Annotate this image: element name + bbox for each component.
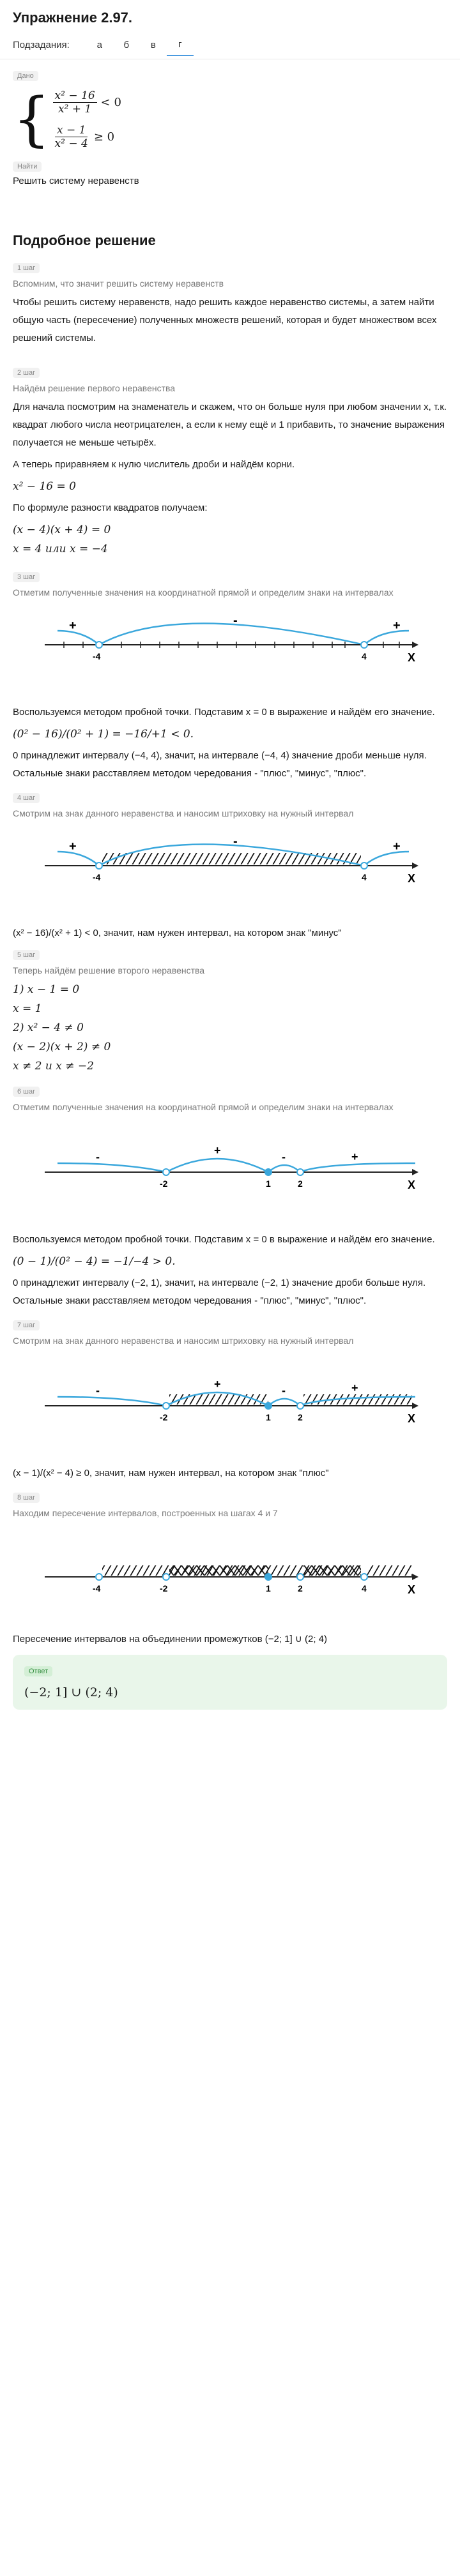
find-label: Найти [13,162,42,172]
step-title: Отметим полученные значения на координатной прямой и определим знаки на интервалах [13,1102,394,1112]
step-1 [13,262,447,347]
inequality-1 [53,85,121,119]
system-brace: { [13,85,50,153]
step-7 [13,1319,447,1482]
step-title: Смотрим на знак данного неравенства и наносим штриховку на нужный интервал [13,1336,354,1346]
answer-text: (−2; 1] ∪ (2; 4) [24,1685,118,1699]
step-title: Теперь найдём решение второго неравенства [13,965,205,975]
point-marker [96,862,102,869]
step-text: 0 принадлежит интервалу (−4, 4), значит, на интервале (−4, 4) значение дроби меньше нуля. Остальные знаки расставляем методом чередования - "плюс", "минус", "плюс". [13,750,427,779]
sign-label: - [96,1150,100,1163]
sign-label: - [282,1150,286,1163]
point-label: 2 [298,1583,303,1593]
sign-label: + [69,840,77,854]
axis-arrow [412,862,418,869]
subtasks-bar [13,31,447,59]
point-label: -2 [160,1583,168,1593]
tab-b[interactable]: б [123,39,130,50]
answer-label: Ответ [24,1666,52,1676]
axis-label: X [408,1179,416,1191]
point-marker [361,642,367,648]
sign-curve [99,624,364,645]
sign-label: + [351,1150,358,1163]
step-6 [13,1085,447,1310]
task-text: Решить систему неравенств [13,176,139,186]
step-text: А теперь приравняем к нулю числитель дроби и найдём корни. [13,459,295,470]
step-title: Находим пересечение интервалов, построенных на шагах 4 и 7 [13,1508,278,1518]
axis-label: X [408,1583,416,1596]
equation: 2) x² − 4 ≠ 0 [13,1021,84,1034]
point-label: 1 [266,1583,271,1593]
sign-label: + [214,1144,221,1157]
point-marker [297,1574,303,1580]
equation: x = 4 или x = −4 [13,543,108,555]
page-title: Упражнение 2.97. [13,10,133,26]
point-label: -2 [160,1179,168,1189]
ineq1-numerator: x² − 16 [53,89,97,103]
equation: (x − 2)(x + 2) ≠ 0 [13,1041,111,1053]
number-line-2 [13,826,447,899]
equation: x² − 16 = 0 [13,480,76,493]
axis-label: X [408,651,416,664]
axis-arrow [412,1403,418,1409]
point-marker [96,642,102,648]
point-label: -4 [93,1583,101,1593]
sign-label: + [69,619,77,633]
ineq2-numerator: x − 1 [55,124,88,137]
sign-curve [57,1163,166,1172]
point-label: 2 [298,1412,303,1422]
solution-heading: Подробное решение [13,232,156,248]
step-4 [13,792,447,942]
step-text: Воспользуемся методом пробной точки. Подставим x = 0 в выражение и найдём его значение. [13,1234,435,1245]
axis-arrow [412,1574,418,1580]
given-section [13,70,447,186]
number-line-5 [13,1545,447,1605]
step-title: Смотрим на знак данного неравенства и наносим штриховку на нужный интервал [13,808,354,818]
sign-label: - [282,1384,286,1397]
step-label: 5 шаг [13,950,40,960]
number-line-1 [13,605,447,678]
answer-box [13,1655,447,1710]
sign-curve [268,1399,300,1406]
point-marker [297,1169,303,1175]
hatch-region [303,1394,412,1405]
step-5 [13,949,447,1073]
step-text: (x − 1)/(x² − 4) ≥ 0, значит, нам нужен интервал, на котором знак "плюс" [13,1468,329,1479]
equation: x ≠ 2 и x ≠ −2 [13,1060,94,1073]
ineq1-denominator: x² + 1 [57,102,92,116]
sign-label: - [96,1384,100,1397]
point-label: 4 [362,1583,367,1593]
step-3 [13,571,447,783]
point-marker [265,1574,272,1580]
step-label: 7 шаг [13,1320,40,1330]
point-marker [163,1169,169,1175]
axis-label: X [408,872,416,885]
point-marker [297,1403,303,1409]
step-label: 6 шаг [13,1087,40,1097]
step-title: Вспомним, что значит решить систему неравенств [13,278,224,289]
equation: (0 − 1)/(0² − 4) = −1/−4 > 0. [13,1255,176,1268]
point-marker [361,1574,367,1580]
step-title: Отметим полученные значения на координатной прямой и определим знаки на интервалах [13,587,394,598]
hatch-region [367,1565,412,1576]
point-marker [96,1574,102,1580]
sign-curve [166,1159,268,1172]
number-line-3 [13,1133,447,1205]
equation: 1) x − 1 = 0 [13,983,80,996]
point-marker [163,1403,169,1409]
cross-region [303,1565,361,1576]
point-label: 4 [362,651,367,661]
point-label: -2 [160,1412,168,1422]
step-2 [13,366,447,555]
equation: (0² − 16)/(0² + 1) = −16/+1 < 0. [13,728,194,741]
point-label: 1 [266,1179,271,1189]
given-label: Дано [13,71,38,81]
step-label: 2 шаг [13,368,40,378]
point-marker [163,1574,169,1580]
sign-curve [57,852,99,866]
axis-arrow [412,642,418,648]
step-label: 4 шаг [13,793,40,803]
ineq2-denominator: x² − 4 [54,137,88,150]
tab-v[interactable]: в [150,39,156,50]
ineq1-relation: < 0 [100,95,121,109]
sign-label: + [393,619,401,633]
sign-curve [268,1165,300,1172]
sign-curve [364,631,409,645]
step-text: По формуле разности квадратов получаем: [13,502,208,513]
step-text: (x² − 16)/(x² + 1) < 0, значит, нам нужен интервал, на котором знак "минус" [13,928,342,938]
step-label: 3 шаг [13,572,40,582]
equation: (x − 4)(x + 4) = 0 [13,523,111,536]
step-label: 8 шаг [13,1493,40,1503]
tab-a[interactable]: а [96,39,102,50]
number-line-4 [13,1366,447,1439]
cross-region [169,1565,268,1576]
tab-g[interactable]: г [167,34,194,56]
point-label: 2 [298,1179,303,1189]
sign-label: - [233,614,238,628]
point-label: 1 [266,1412,271,1422]
inequality-system [13,85,447,154]
point-label: -4 [93,872,101,882]
sign-curve [57,1397,166,1406]
point-marker [361,862,367,869]
inequality-2 [53,119,121,154]
step-label: 1 шаг [13,263,40,273]
sign-curve [300,1163,415,1172]
axis-arrow [412,1169,418,1175]
step-title: Найдём решение первого неравенства [13,383,176,393]
sign-label: - [233,834,238,848]
step-text: Воспользуемся методом пробной точки. Подставим x = 0 в выражение и найдём его значение. [13,707,435,718]
point-marker [265,1403,272,1409]
equation: x = 1 [13,1002,42,1015]
sign-label: + [393,840,401,854]
sign-label: + [351,1382,358,1394]
point-label: -4 [93,651,101,661]
hatch-region [102,853,361,864]
step-text: Чтобы решить систему неравенств, надо решить каждое неравенство системы, а затем найти общую часть (пересечение) полученных множеств решений, которая и будет множеством всех решений системы. [13,297,437,343]
sign-curve [364,852,409,866]
subtasks-label: Подзадания: [13,39,70,50]
sign-label: + [214,1378,221,1390]
point-marker [265,1169,272,1175]
step-text: 0 принадлежит интервалу (−2, 1), значит, на интервале (−2, 1) значение дроби больше нуля. Остальные знаки расставляем методом чередования - "плюс", "минус", "плюс". [13,1277,426,1306]
point-label: 4 [362,872,367,882]
step-text: Для начала посмотрим на знаменатель и скажем, что он больше нуля при любом значении x, т.к. квадрат любого числа неотрицателен, а если к нему ещё и 1 прибавить, то значение выражения получается не меньше четырёх. [13,402,447,448]
step-8 [13,1491,447,1648]
ineq2-relation: ≥ 0 [93,130,115,144]
axis-label: X [408,1412,416,1425]
step-text: Пересечение интервалов на объединении промежутков (−2; 1] ∪ (2; 4) [13,1634,327,1645]
